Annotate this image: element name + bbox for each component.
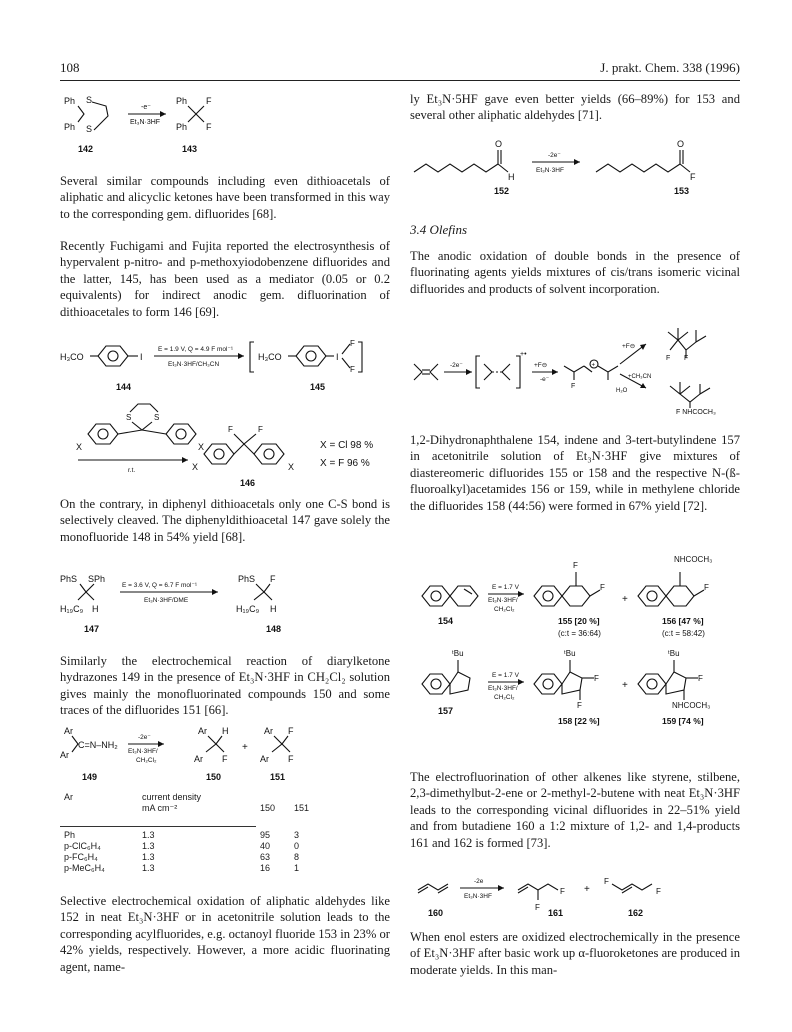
table-header-151: 151 — [294, 803, 310, 813]
svg-text:F: F — [594, 674, 599, 683]
cell-cd: 1.3 — [142, 863, 155, 873]
table-rule — [60, 826, 256, 827]
cell-ar: p-MeC₆H₄ — [64, 863, 105, 873]
cell-151: 0 — [294, 841, 300, 851]
svg-text:H: H — [222, 726, 229, 736]
svg-text:Ar: Ar — [60, 750, 69, 760]
scheme-154-159 — [408, 544, 744, 734]
svg-text:X: X — [76, 442, 83, 452]
scheme4-reagent-mid: Et₃N·3HF/ — [128, 748, 158, 755]
scheme2-cond-bottom: Et₃N·3HF/CH₃CN — [168, 361, 220, 368]
svg-text:F: F — [228, 425, 233, 434]
svg-text:H₃CO: H₃CO — [60, 352, 84, 362]
yield-table-body — [64, 830, 299, 874]
right-paragraph-4: The electrofluorination of other alkenes like styrene, stilbene, 2,3-dimethylbut-2-ene or 2-methyl-2-butene with neat Et₃N·3HF leads to the corresponding vicinal difluorides in 22–51% yield and from butadiene 160 a 1:2 mixture of 1,2- and 1,4-products 161 and 162 is formed [73]. — [410, 770, 740, 850]
svg-text:Ar: Ar — [194, 754, 203, 764]
svg-text:O: O — [495, 139, 503, 149]
cell-ar: Ph — [64, 830, 76, 840]
label-161: 161 — [548, 908, 564, 918]
table-row — [64, 852, 299, 863]
svg-text:SPh: SPh — [88, 574, 106, 584]
left-paragraph-5: Selective electrochemical oxidation of aliphatic aldehydes like 152 in neat Et₃N·3HF or in acetonitrile solution leads to the corresponding acylfluorides, e.g. octanoyl fluoride 153 in 23% or 42% yields, respectively. However, a more acidic fluorinating agent, name- — [60, 894, 390, 974]
scheme7-cond3-a: CH₂Cl₂ — [494, 606, 515, 613]
label-160: 160 — [428, 908, 444, 918]
cell-150: 95 — [260, 830, 271, 840]
svg-text:O: O — [677, 139, 685, 149]
svg-text:F: F — [206, 96, 212, 106]
label-158: 158 [22 %] — [558, 716, 600, 726]
svg-text:F: F — [571, 383, 576, 390]
svg-text:H₁₉C₉: H₁₉C₉ — [60, 604, 84, 614]
svg-text:F: F — [666, 355, 671, 362]
svg-text:F: F — [656, 887, 661, 896]
label-156: 156 [47 %] — [662, 616, 704, 626]
left-paragraph-1: Several similar compounds including even dithioacetals of aliphatic and alicyclic ketones have been transformed in this way to the corresponding gem. difluorides [68]. — [60, 174, 390, 221]
svg-text:S: S — [126, 413, 132, 422]
svg-text:X: X — [288, 462, 295, 472]
page-number: 108 — [60, 60, 80, 75]
label-143: 143 — [182, 144, 198, 154]
cell-ar: p-FC₆H₄ — [64, 852, 98, 862]
label-150: 150 — [206, 772, 222, 782]
label-151: 151 — [270, 772, 286, 782]
svg-text:PhS: PhS — [238, 574, 256, 584]
scheme7-cond2-a: Et₃N·3HF/ — [488, 597, 518, 604]
svg-text:Ph: Ph — [64, 96, 76, 106]
cell-150: 16 — [260, 863, 271, 873]
scheme-160-162 — [408, 872, 744, 922]
scheme3-cond-top: E = 3.6 V, Q = 6.7 F mol⁻¹ — [122, 582, 198, 589]
svg-text:+: + — [584, 884, 590, 895]
svg-text:I: I — [336, 352, 339, 362]
left-paragraph-2: Recently Fuchigami and Fujita reported the electrosynthesis of hypervalent p-nitro- and p-methoxyiodobenzene difluorides and the latter, 145, has been used as a mediator (0.05 or 0.2 equivalents) for indirect anodic gem. difluorination of dithioacetales to form 146 [69]. — [60, 239, 390, 319]
svg-text:I: I — [140, 352, 143, 362]
svg-text:Ar: Ar — [64, 726, 73, 736]
label-148: 148 — [266, 624, 282, 634]
svg-text:Ph: Ph — [64, 122, 76, 132]
cell-151: 8 — [294, 852, 300, 862]
header-rule — [60, 80, 740, 81]
scheme7-tbu-b: ᵗBu — [564, 649, 576, 658]
svg-text:F: F — [288, 726, 294, 736]
table-header-ar: Ar — [64, 792, 73, 802]
label-144: 144 — [116, 382, 132, 392]
svg-text:Ar: Ar — [260, 754, 269, 764]
label-147: 147 — [84, 624, 100, 634]
svg-text:F: F — [604, 877, 609, 886]
svg-text:F: F — [684, 355, 689, 362]
scheme6-e2: -e⁻ — [540, 376, 550, 383]
scheme6-ch3cn: +CH₃CN — [628, 374, 652, 380]
scheme5-reagent-bottom: Et₃N·3HF — [536, 167, 564, 174]
svg-text:F: F — [258, 425, 263, 434]
scheme-144-145-146 — [58, 336, 398, 491]
svg-text:F: F — [600, 583, 605, 592]
svg-text:F: F — [573, 561, 578, 570]
cell-ar: p-ClC₆H₄ — [64, 841, 101, 851]
scheme7-tbu-c: ᵗBu — [668, 649, 680, 658]
svg-text:F: F — [222, 754, 228, 764]
cell-150: 40 — [260, 841, 271, 851]
label-155-ratio: (c:t = 36:64) — [558, 629, 601, 638]
scheme8-reagent-top: -2e — [474, 878, 484, 885]
label-153: 153 — [674, 186, 690, 196]
svg-text:X: X — [198, 442, 205, 452]
label-155: 155 [20 %] — [558, 616, 600, 626]
right-paragraph-1: ly Et₃N·5HF gave even better yields (66–89%) for 153 and several other aliphatic aldehydes [71]. — [410, 92, 740, 123]
left-paragraph-3: On the contrary, in diphenyl dithioacetals only one C-S bond is selectively cleaved. The diphenyldithioacetal 147 gave solely the monofluoride 148 in 54% yield [68]. — [60, 497, 390, 544]
svg-text:F: F — [350, 365, 355, 374]
scheme7-nhcoch3-a: NHCOCH₃ — [674, 555, 713, 564]
scheme7-cond1-b: E = 1.7 V — [492, 672, 519, 679]
label-152: 152 — [494, 186, 510, 196]
table-header-150: 150 — [260, 803, 276, 813]
svg-text:S: S — [86, 95, 93, 105]
scheme2-x-cl: X = Cl 98 % — [320, 440, 374, 451]
svg-text:+: + — [622, 680, 628, 691]
svg-text:Ar: Ar — [264, 726, 273, 736]
label-157: 157 — [438, 706, 454, 716]
scheme-147-148 — [58, 568, 358, 638]
scheme1-reagent-bottom: Et₃N·3HF — [130, 119, 161, 126]
svg-text:Ar: Ar — [198, 726, 207, 736]
svg-text:Ph: Ph — [176, 122, 188, 132]
svg-text:H: H — [270, 604, 277, 614]
svg-text:S: S — [154, 413, 160, 422]
scheme5-reagent-top: -2e⁻ — [548, 152, 561, 159]
svg-text:F: F — [206, 122, 212, 132]
label-149: 149 — [82, 772, 98, 782]
cell-cd: 1.3 — [142, 852, 155, 862]
right-paragraph-3: 1,2-Dihydronaphthalene 154, indene and 3-tert-butylindene 157 in acetonitrile solution of Et₃N·3HF give mixtures of diastereomeric difluorides 155 or 158 and the respective N-(ß-fluoroalkyl)acetamides 156 or 159, while in methylene chloride the difluorides 158 (44:56) were formed in 67% yield [72]. — [410, 433, 740, 513]
scheme6-f2: +F⊖ — [622, 343, 636, 350]
table-row — [64, 830, 299, 841]
scheme-142-143 — [58, 92, 258, 158]
svg-text:H: H — [508, 172, 515, 182]
scheme6-f1: +F⊖ — [534, 362, 548, 369]
right-paragraph-5: When enol esters are oxidized electrochemically in the presence of Et₃N·3HF after basic work up α-fluoroketones are produced in moderate yields. In this man- — [410, 930, 740, 977]
table-row — [64, 863, 299, 874]
label-142: 142 — [78, 144, 94, 154]
scheme2-cond-top: E = 1.9 V, Q = 4.9 F mol⁻¹ — [158, 346, 234, 353]
label-146: 146 — [240, 478, 256, 488]
svg-text:C=N–NH₂: C=N–NH₂ — [78, 740, 118, 750]
table-header-current-density: current density — [142, 792, 202, 802]
svg-text:+•: +• — [520, 351, 527, 358]
scheme4-reagent-top: -2e⁻ — [138, 734, 151, 741]
left-paragraph-4: Similarly the electrochemical reaction of diarylketone hydrazones 149 in the presence of Et₃N·3HF in CH₂Cl₂ solution gives mainly the monofluorinated compounds 150 and some traces of the difluorides 151 [66]. — [60, 654, 390, 718]
cell-151: 1 — [294, 863, 300, 873]
label-156-ratio: (c:t = 58:42) — [662, 629, 705, 638]
right-paragraph-2: The anodic oxidation of double bonds in the presence of fluorinating agents yields mixtures of cis/trans isomeric vicinal difluorides and products of solvent incorporation. — [410, 249, 740, 296]
svg-text:F: F — [704, 583, 709, 592]
scheme7-tbu-a: ᵗBu — [452, 649, 464, 658]
scheme1-reagent-top: -e⁻ — [141, 104, 151, 111]
svg-text:H: H — [92, 604, 99, 614]
svg-text:X: X — [192, 462, 199, 472]
svg-text:F: F — [350, 339, 355, 348]
scheme7-cond3-b: CH₂Cl₂ — [494, 694, 515, 701]
svg-text:Ph: Ph — [176, 96, 188, 106]
svg-text:F: F — [270, 574, 276, 584]
svg-text:H₃CO: H₃CO — [258, 352, 282, 362]
svg-text:F: F — [288, 754, 294, 764]
scheme4-reagent-bottom: CH₂Cl₂ — [136, 757, 157, 764]
label-145: 145 — [310, 382, 326, 392]
svg-text:PhS: PhS — [60, 574, 78, 584]
scheme7-nhcoch3-b: NHCOCH₃ — [672, 701, 711, 710]
scheme8-reagent-bottom: Et₃N·3HF — [464, 893, 492, 900]
scheme2-rt: r.t. — [128, 467, 136, 474]
cell-cd: 1.3 — [142, 841, 155, 851]
svg-text:F: F — [690, 172, 696, 182]
scheme7-cond1-a: E = 1.7 V — [492, 584, 519, 591]
cell-150: 63 — [260, 852, 271, 862]
scheme-149-150-151 — [58, 722, 358, 784]
svg-text:+: + — [242, 742, 248, 753]
section-heading-olefins: 3.4 Olefins — [410, 222, 468, 237]
table-header-units: mA cm⁻² — [142, 803, 178, 813]
svg-text:F: F — [560, 887, 565, 896]
svg-text:+: + — [591, 362, 596, 369]
scheme2-x-f: X = F 96 % — [320, 458, 370, 469]
svg-text:H₁₉C₉: H₁₉C₉ — [236, 604, 260, 614]
scheme-olefin-oxidation — [408, 326, 744, 416]
scheme-152-153 — [408, 136, 744, 198]
scheme3-cond-bottom: Et₃N·3HF/DME — [144, 597, 189, 604]
svg-text:F: F — [535, 903, 540, 912]
svg-text:F: F — [577, 701, 582, 710]
scheme7-cond2-b: Et₃N·3HF/ — [488, 685, 518, 692]
cell-151: 3 — [294, 830, 300, 840]
journal-reference: J. prakt. Chem. 338 (1996) — [600, 60, 740, 75]
label-159: 159 [74 %] — [662, 716, 704, 726]
svg-text:S: S — [86, 124, 93, 134]
label-154: 154 — [438, 616, 454, 626]
label-162: 162 — [628, 908, 644, 918]
cell-cd: 1.3 — [142, 830, 155, 840]
scheme6-nhcoch3: F NHCOCH₃ — [676, 409, 716, 416]
scheme6-e1: -2e⁻ — [450, 362, 463, 369]
svg-text:F: F — [698, 674, 703, 683]
table-row — [64, 841, 299, 852]
scheme6-h2o: H₂O — [616, 388, 628, 394]
svg-text:+: + — [622, 594, 628, 605]
